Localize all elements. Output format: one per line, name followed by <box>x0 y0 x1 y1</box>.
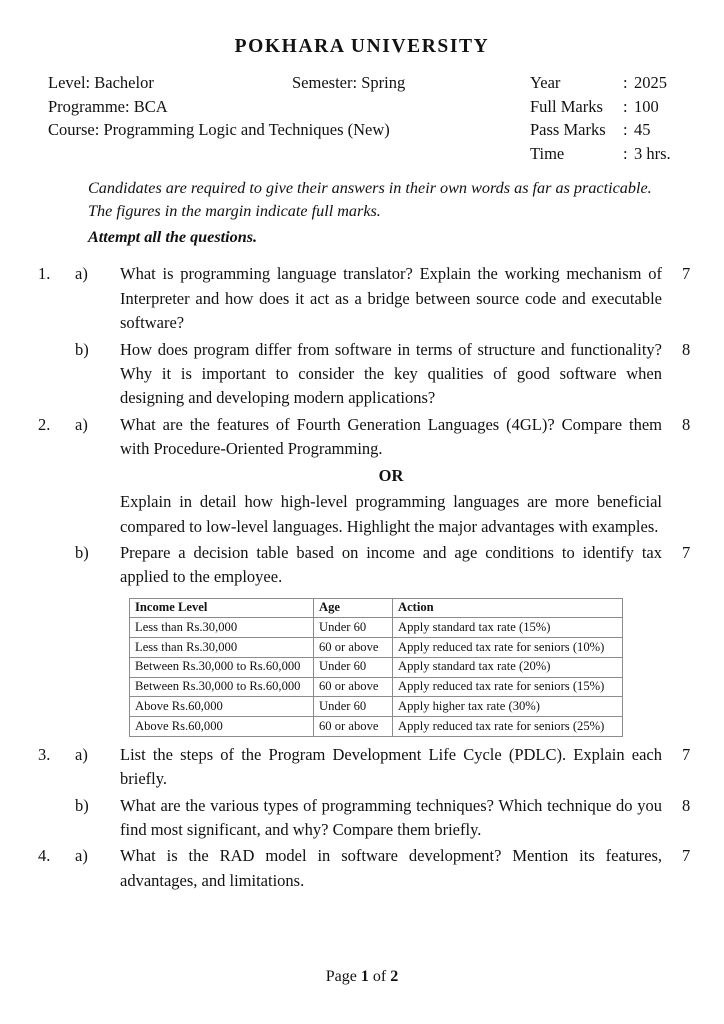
cell-age: Under 60 <box>314 618 393 638</box>
question-marks: 7 <box>682 264 691 284</box>
meta-pass-marks-value: 45 <box>634 120 651 140</box>
question-letter: b) <box>75 339 89 359</box>
table-header-row <box>130 598 623 618</box>
cell-income-level: Between Rs.30,000 to Rs.60,000 <box>130 677 314 697</box>
meta-semester: Semester: Spring <box>292 73 406 93</box>
question-number: 2. <box>38 414 51 434</box>
question-marks: 8 <box>682 795 691 815</box>
question-letter: a) <box>75 414 88 434</box>
table-row <box>130 717 623 737</box>
meta-level: Level: Bachelor <box>48 73 154 93</box>
instructions-block <box>0 177 724 248</box>
meta-year-row <box>530 71 671 95</box>
question-3b <box>0 794 724 843</box>
question-3a <box>0 743 724 792</box>
meta-time-label: Time <box>530 143 565 163</box>
question-number: 1. <box>38 264 51 284</box>
question-text: What is programming language translator? Explain the working mechanism of Interpreter and how does it act as a bridge between source code and executable software? <box>120 264 662 333</box>
footer-current-page: 1 <box>360 968 369 985</box>
meta-programme: Programme: BCA <box>48 96 168 116</box>
cell-action: Apply standard tax rate (15%) <box>393 618 623 638</box>
exam-meta-right <box>530 71 671 165</box>
question-marks: 7 <box>682 542 691 562</box>
decision-table-wrapper <box>0 598 724 737</box>
university-title: POKHARA UNIVERSITY <box>234 36 490 57</box>
question-2a <box>0 413 724 462</box>
question-letter: a) <box>75 846 88 866</box>
cell-income-level: Less than Rs.30,000 <box>130 638 314 658</box>
cell-age: 60 or above <box>314 717 393 737</box>
cell-age: Under 60 <box>314 657 393 677</box>
question-letter: b) <box>75 795 89 815</box>
table-row <box>130 618 623 638</box>
question-marks: 8 <box>682 339 691 359</box>
column-header-action: Action <box>393 598 623 618</box>
meta-pass-marks-row <box>530 118 671 142</box>
cell-action: Apply higher tax rate (30%) <box>393 697 623 717</box>
cell-action: Apply reduced tax rate for seniors (25%) <box>393 717 623 737</box>
question-marks: 8 <box>682 414 691 434</box>
footer-middle: of <box>368 968 391 985</box>
cell-action: Apply reduced tax rate for seniors (10%) <box>393 638 623 658</box>
meta-time-separator: : <box>623 143 628 163</box>
table-row <box>130 677 623 697</box>
cell-income-level: Less than Rs.30,000 <box>130 618 314 638</box>
table-row <box>130 657 623 677</box>
cell-action: Apply standard tax rate (20%) <box>393 657 623 677</box>
column-header-income-level: Income Level <box>130 598 314 618</box>
question-letter: a) <box>75 264 88 284</box>
question-marks: 7 <box>682 846 691 866</box>
column-header-age: Age <box>314 598 393 618</box>
meta-full-marks-value: 100 <box>634 96 659 116</box>
cell-action: Apply reduced tax rate for seniors (15%) <box>393 677 623 697</box>
cell-age: 60 or above <box>314 638 393 658</box>
meta-full-marks-row <box>530 95 671 119</box>
cell-age: Under 60 <box>314 697 393 717</box>
question-number: 3. <box>38 744 51 764</box>
meta-course: Course: Programming Logic and Techniques (New) <box>48 120 390 140</box>
meta-time-row <box>530 142 671 166</box>
questions-list <box>0 262 724 893</box>
or-divider: OR <box>378 465 404 485</box>
question-1a <box>0 262 724 335</box>
meta-year-separator: : <box>623 73 628 93</box>
cell-income-level: Above Rs.60,000 <box>130 697 314 717</box>
instruction-line-1: Candidates are required to give their answers in their own words as far as practicable. <box>88 179 652 198</box>
cell-age: 60 or above <box>314 677 393 697</box>
footer-total-pages: 2 <box>390 968 399 985</box>
question-letter: b) <box>75 542 89 562</box>
question-text: List the steps of the Program Development Life Cycle (PDLC). Explain each briefly. <box>120 744 662 789</box>
question-marks: 7 <box>682 744 691 764</box>
question-2a-alternative <box>0 490 724 539</box>
question-text: How does program differ from software in terms of structure and functionality? Why it is important to consider the key qualities of good software when designing and developing modern applications? <box>120 339 662 408</box>
question-text: Prepare a decision table based on income and age conditions to identify tax applied to the employee. <box>120 542 662 587</box>
page-footer <box>0 968 724 986</box>
question-1b <box>0 338 724 411</box>
meta-year-value: 2025 <box>634 73 667 93</box>
question-text: Explain in detail how high-level programming languages are more beneficial compared to low-level languages. Highlight the major advantages with examples. <box>120 492 662 536</box>
question-4a <box>0 844 724 893</box>
table-row <box>130 638 623 658</box>
question-letter: a) <box>75 744 88 764</box>
meta-time-value: 3 hrs. <box>634 143 671 163</box>
meta-full-marks-label: Full Marks <box>530 96 603 116</box>
question-text: What are the features of Fourth Generation Languages (4GL)? Compare them with Procedure-Oriented Programming. <box>120 414 662 459</box>
footer-prefix: Page <box>325 968 361 985</box>
cell-income-level: Above Rs.60,000 <box>130 717 314 737</box>
question-number: 4. <box>38 846 51 866</box>
instruction-line-2: The figures in the margin indicate full marks. <box>88 202 381 221</box>
meta-pass-marks-label: Pass Marks <box>530 120 606 140</box>
meta-full-marks-separator: : <box>623 96 628 116</box>
question-text: What are the various types of programming techniques? Which technique do you find most significant, and why? Compare them briefly. <box>120 795 662 839</box>
cell-income-level: Between Rs.30,000 to Rs.60,000 <box>130 657 314 677</box>
decision-table <box>129 598 623 737</box>
meta-year-label: Year <box>530 73 561 93</box>
meta-pass-marks-separator: : <box>623 120 628 140</box>
instruction-line-3: Attempt all the questions. <box>88 228 258 247</box>
question-text: What is the RAD model in software development? Mention its features, advantages, and limitations. <box>120 846 662 890</box>
exam-meta-header <box>0 71 724 167</box>
table-row <box>130 697 623 717</box>
question-2b <box>0 541 724 590</box>
